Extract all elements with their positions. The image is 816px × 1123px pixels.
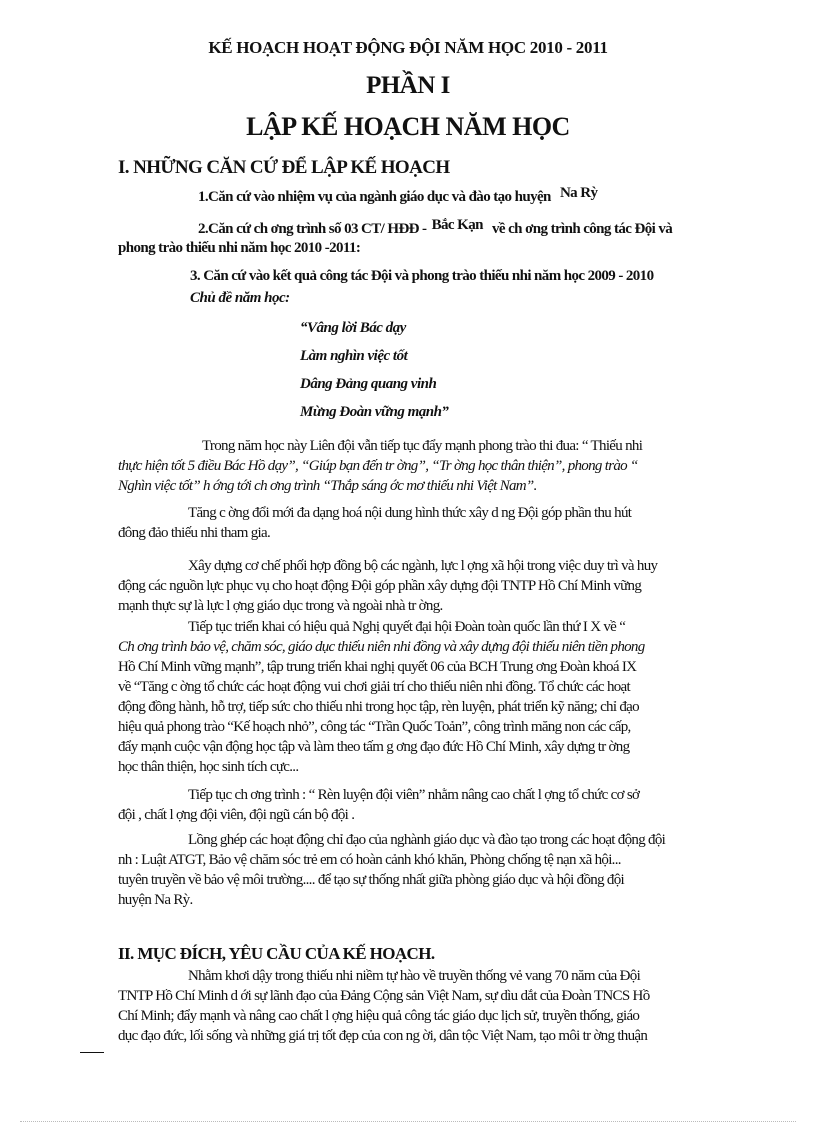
paragraph-line: nh : Luật ATGT, Bảo vệ chăm sóc trẻ em có hoàn cảnh khó khăn, Phòng chống tệ nạn xã hội... [118, 852, 621, 868]
paragraph-line: Lồng ghép các hoạt động chỉ đạo của nghành giáo dục và đào tạo trong các hoạt động đội [188, 832, 666, 848]
paragraph-line: dục đạo đức, lối sống và những giá trị tốt đẹp của con ng ời, dân tộc Việt Nam, tạo môi tr ờng thuận [118, 1028, 648, 1044]
paragraph-line: động đồng hành, hỗ trợ, tiếp sức cho thiếu nhi trong học tập, rèn luyện, phát triển kỹ năng; chỉ đạo [118, 699, 639, 715]
theme-line: Làm nghìn việc tốt [300, 348, 408, 364]
paragraph-line: Nhằm khơi dậy trong thiếu nhi niềm tự hào về truyền thống vẻ vang 70 năm của Đội [188, 968, 641, 984]
paragraph-emulation [118, 436, 758, 496]
paragraph-line: Tiếp tục ch ơng trình : “ Rèn luyện đội viên” nhằm nâng cao chất l ợng tổ chức cơ sở [188, 787, 640, 803]
paragraph-line: đội , chất l ợng đội viên, đội ngũ cán bộ đội . [118, 807, 355, 823]
paragraph-line: đông đảo thiếu nhi tham gia. [118, 525, 271, 541]
theme-label: Chủ đề năm học: [190, 290, 290, 306]
theme-line: Dâng Đảng quang vinh [300, 376, 437, 392]
paragraph-line: Chí Minh; đẩy mạnh và nâng cao chất l ợng hiệu quả công tác giáo dục lịch sử, truyền thống, giáo [118, 1008, 640, 1024]
theme-line: Mừng Đoàn vững mạnh” [300, 404, 449, 420]
basis-item-1-text: 1.Căn cứ vào nhiệm vụ của ngành giáo dục và đào tạo huyện [198, 189, 551, 205]
basis-item-3: 3. Căn cứ vào kết quả công tác Đội và phong trào thiếu nhi năm học 2009 - 2010 [190, 268, 654, 284]
paragraph-line: TNTP Hồ Chí Minh d ới sự lãnh đạo của Đảng Cộng sản Việt Nam, sự dìu dắt của Đoàn TNCS Hồ [118, 988, 650, 1004]
basis-item-2-continued: phong trào thiếu nhi năm học 2010 -2011: [118, 240, 361, 256]
paragraph-line: đẩy mạnh cuộc vận động học tập và làm theo tấm g ơng đạo đức Hồ Chí Minh, xây dựng tr ờng [118, 739, 630, 755]
paragraph-line: huyện Na Rỳ. [118, 892, 193, 908]
paragraph-line: Nghìn việc tốt” h ớng tới ch ơng trình “Thắp sáng ớc mơ thiếu nhi Việt Nam”. [118, 478, 537, 494]
paragraph-line: Xây dựng cơ chế phối hợp đồng bộ các ngành, lực l ợng xã hội trong việc duy trì và huy [188, 558, 658, 574]
footnote-rule [80, 1052, 104, 1053]
paragraph-line: hiệu quả phong trào “Kế hoạch nhỏ”, công tác “Trần Quốc Toản”, công trình măng non các cấp, [118, 719, 631, 735]
paragraph-line: Trong năm học này Liên đội vẫn tiếp tục đẩy mạnh phong trào thi đua: “ Thiếu nhi [202, 438, 643, 454]
document-title: KẾ HOẠCH HOẠT ĐỘNG ĐỘI NĂM HỌC 2010 - 2011 [208, 38, 608, 57]
paragraph-purpose [118, 966, 758, 1046]
basis-item-2-text-b: về ch ơng trình công tác Đội và [492, 221, 673, 237]
paragraph-line: thực hiện tốt 5 điều Bác Hồ dạy”, “Giúp bạn đến tr ờng”, “Tr ờng học thân thiện”, phong trào “ [118, 458, 638, 474]
basis-item-2-text-a: 2.Căn cứ ch ơng trình số 03 CT/ HĐĐ - [198, 221, 427, 237]
paragraph-line: tuyên truyền về bảo vệ môi trường.... để tạo sự thống nhất giữa phòng giáo dục và hội đồng đội [118, 872, 625, 888]
paragraph-coordination [118, 556, 758, 616]
basis-item-2-place: Bắc Kạn [431, 217, 483, 233]
paragraph-line: Tiếp tục triển khai có hiệu quả Nghị quyết đại hội Đoàn toàn quốc lần thứ I X về “ [188, 619, 626, 635]
paragraph-resolution [118, 617, 758, 777]
paragraph-line: Ch ơng trình bảo vệ, chăm sóc, giáo dục thiếu niên nhi đồng và xây dựng đội thiếu niên tiền phong [118, 639, 645, 655]
paragraph-line: Hồ Chí Minh vững mạnh”, tập trung triển khai nghị quyết 06 của BCH Trung ơng Đoàn khoá IX [118, 659, 637, 675]
paragraph-training [118, 785, 758, 825]
basis-item-2 [198, 217, 673, 238]
theme-line: “Vâng lời Bác dạy [300, 320, 406, 336]
plan-title: LẬP KẾ HOẠCH NĂM HỌC [246, 112, 570, 141]
basis-item-1 [198, 185, 598, 206]
paragraph-innovation [118, 503, 758, 543]
paragraph-line: học thân thiện, học sinh tích cực... [118, 759, 299, 775]
paragraph-line: Tăng c ờng đổi mới đa dạng hoá nội dung hình thức xây d ng Đội góp phần thu hút [188, 505, 632, 521]
section-1-heading: I. NHỮNG CĂN CỨ ĐỂ LẬP KẾ HOẠCH [118, 157, 450, 178]
paragraph-integration [118, 830, 758, 910]
section-2-heading: II. MỤC ĐÍCH, YÊU CẦU CỦA KẾ HOẠCH. [118, 944, 435, 963]
paragraph-line: mạnh thực sự là lực l ợng giáo dục trong và ngoài nhà tr ờng. [118, 598, 443, 614]
basis-item-1-place: Na Rỳ [559, 185, 598, 201]
paragraph-line: động các nguồn lực phục vụ cho hoạt động Đội góp phần xây dựng đội TNTP Hồ Chí Minh vững [118, 578, 642, 594]
part-heading: PHẦN I [366, 72, 450, 99]
page-bottom-border [20, 1121, 796, 1122]
paragraph-line: về “Tăng c ờng tổ chức các hoạt động vui chơi giải trí cho thiếu niên nhi đồng. Tổ chức các hoạt [118, 679, 630, 695]
